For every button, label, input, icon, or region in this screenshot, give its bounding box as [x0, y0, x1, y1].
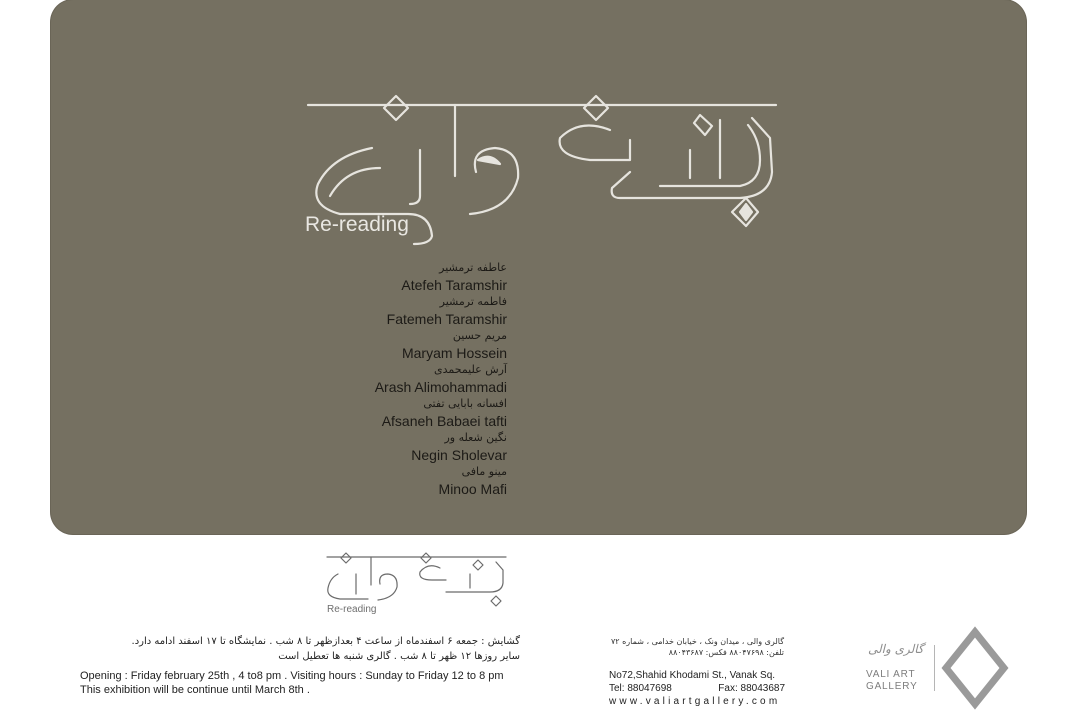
exhibition-info-en [80, 669, 550, 697]
info-fa-line1: گشایش : جمعه ۶ اسفندماه از ساعت ۴ بعدازظهر تا ۸ شب . نمایشگاه تا ۱۷ اسفند ادامه دارد. [131, 636, 520, 647]
gallery-website-link[interactable]: www.valiartgallery.com [609, 696, 781, 707]
brand-name-fa: گالری والی [868, 642, 924, 656]
artist-name-en: Negin Sholevar [411, 447, 507, 463]
brand-line2: GALLERY [866, 681, 918, 692]
artist-name-fa: نگین شعله ور [444, 431, 507, 444]
artist-name-fa: فاطمه ترمشیر [439, 295, 507, 308]
artist-name-fa: آرش علیمحمدی [433, 363, 507, 376]
exhibition-info-fa [80, 634, 520, 664]
artist-name-en: Afsaneh Babaei tafti [381, 413, 507, 429]
gallery-fax: Fax: 88043687 [718, 683, 785, 694]
small-title-logo [327, 553, 506, 606]
gallery-contact-fa [608, 636, 784, 658]
artist-name-en: Maryam Hossein [401, 345, 507, 361]
gallery-phone-fa: تلفن: ۸۸۰۴۷۶۹۸ فکس: ۸۸۰۴۳۶۸۷ [668, 648, 784, 657]
artist-name-en: Minoo Mafi [438, 481, 507, 497]
gallery-contact-en [609, 669, 785, 708]
gallery-tel: Tel: 88047698 [609, 683, 672, 694]
brand-divider [934, 645, 935, 691]
artist-list [207, 260, 507, 498]
artist-name-fa: مینو مافی [461, 465, 507, 478]
artist-name-en: Arash Alimohammadi [374, 379, 507, 395]
artist-name-en: Fatemeh Taramshir [386, 311, 507, 327]
artist-name-fa: افسانه بابایی تفتی [423, 397, 507, 410]
gallery-address-fa: گالری والی ، میدان ونک ، خیابان خدامی ، شماره ۷۲ [610, 637, 784, 646]
artist-name-fa: عاطفه ترمشیر [439, 261, 507, 274]
gallery-phone-row [609, 682, 785, 695]
gallery-address-en: No72,Shahid Khodami St., Vanak Sq. [609, 670, 776, 681]
diamond-logo-icon [946, 632, 1004, 704]
artist-name-fa: مریم حسین [452, 329, 507, 342]
poster-subtitle: Re-reading [305, 213, 409, 236]
brand-name-en [866, 669, 918, 693]
info-en-line1: Opening : Friday february 25th , 4 to8 pm . Visiting hours : Sunday to Friday 12 to 8 pm [80, 670, 504, 682]
info-fa-line2: سایر روزها ۱۲ ظهر تا ۸ شب . گالری شنبه ها تعطیل است [278, 651, 520, 662]
small-logo-subtitle: Re-reading [327, 604, 377, 615]
artist-name-en: Atefeh Taramshir [401, 277, 507, 293]
brand-line1: VALI ART [866, 669, 916, 680]
info-en-line2: This exhibition will be continue until March 8th . [80, 684, 310, 696]
